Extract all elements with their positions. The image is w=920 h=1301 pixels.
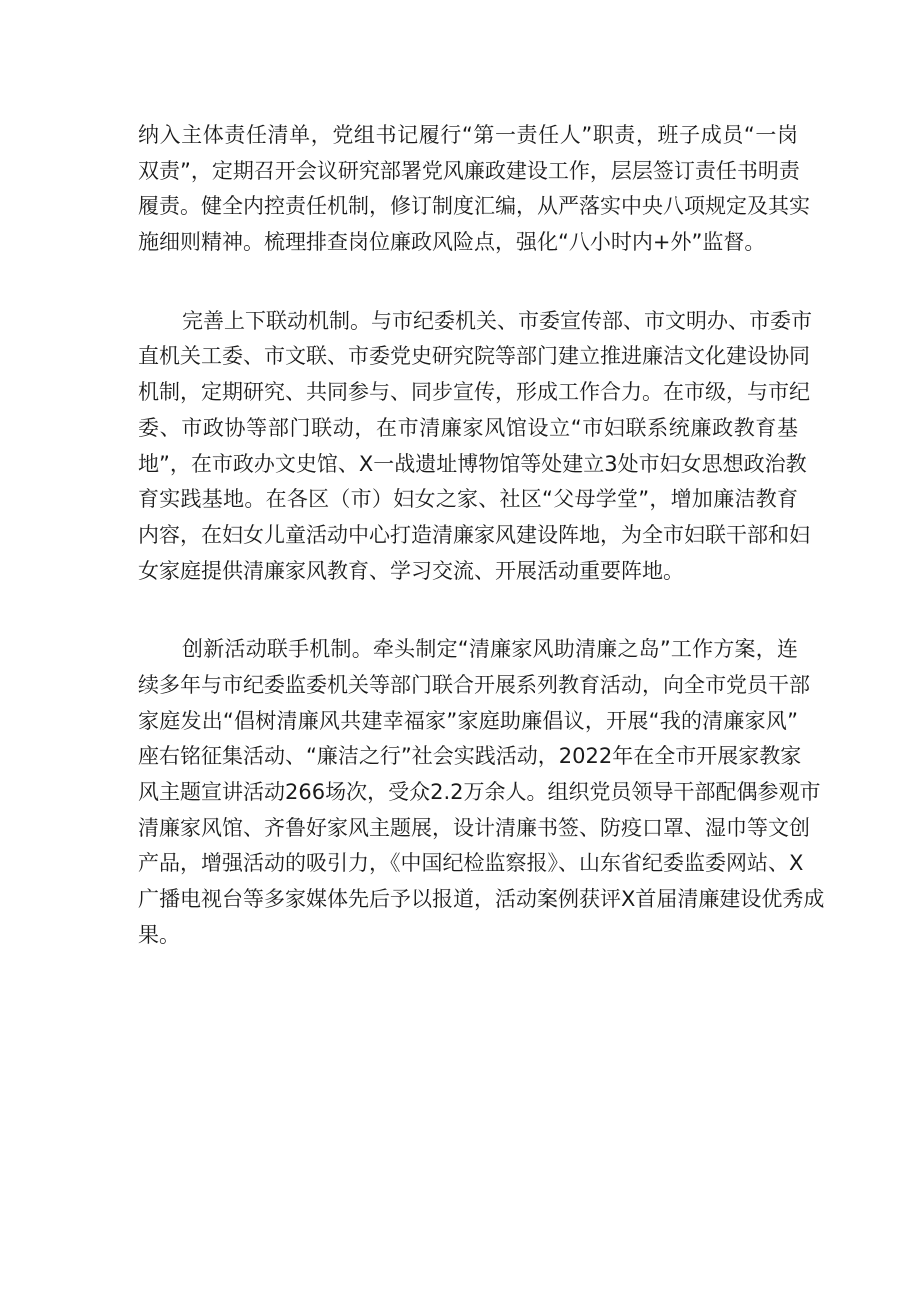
text-line: 创新活动联手机制。牵头制定“清廉家风助清廉之岛”工作方案，连 — [182, 637, 798, 662]
text-line: 内容，在妇女儿童活动中心打造清廉家风建设阵地，为全市妇联干部和妇 — [138, 522, 810, 547]
text-line: 续多年与市纪委监委机关等部门联合开展系列教育活动，向全市党员干部 — [138, 672, 810, 697]
paragraph-responsibility-list — [138, 118, 810, 261]
text-line: 座右铭征集活动、“廉洁之行”社会实践活动，2022年在全市开展家教家 — [138, 744, 802, 769]
text-line: 履责。健全内控责任机制，修订制度汇编，从严落实中央八项规定及其实 — [138, 194, 810, 219]
text-line: 完善上下联动机制。与市纪委机关、市委宣传部、市文明办、市委市 — [182, 308, 812, 333]
text-line: 家庭发出“倡树清廉风共建幸福家”家庭助廉倡议，开展“我的清廉家风” — [138, 708, 798, 733]
paragraph-linkage-mechanism — [138, 304, 812, 590]
text-line: 委、市政协等部门联动，在市清廉家风馆设立“市妇联系统廉政教育基 — [138, 415, 798, 440]
text-line: 风主题宣讲活动266场次，受众2.2万余人。组织党员领导干部配偶参观市 — [138, 780, 821, 804]
text-line: 女家庭提供清廉家风教育、学习交流、开展活动重要阵地。 — [138, 558, 684, 583]
text-line: 果。 — [138, 922, 180, 947]
text-line: 机制，定期研究、共同参与、同步宣传，形成工作合力。在市级，与市纪 — [138, 380, 810, 405]
text-line: 清廉家风馆、齐鲁好家风主题展，设计清廉书签、防疫口罩、湿巾等文创 — [138, 815, 810, 840]
text-line: 双责”，定期召开会议研究部署党风廉政建设工作，层层签订责任书明责 — [138, 158, 800, 183]
text-line: 纳入主体责任清单，党组书记履行“第一责任人”职责，班子成员“一岗 — [138, 123, 798, 147]
text-line: 广播电视台等多家媒体先后予以报道，活动案例获评X首届清廉建设优秀成 — [138, 887, 825, 912]
paragraph-activity-mechanism — [138, 632, 825, 953]
text-line: 育实践基地。在各区（市）妇女之家、社区“父母学堂”，增加廉洁教育 — [138, 487, 798, 512]
text-line: 地”，在市政办文史馆、X一战遗址博物馆等处建立3处市妇女思想政治教 — [138, 451, 807, 476]
document-body — [138, 118, 825, 993]
text-line: 产品，增强活动的吸引力，《中国纪检监察报》、山东省纪委监委网站、X — [138, 851, 804, 876]
text-line: 施细则精神。梳理排查岗位廉政风险点，强化“八小时内+外”监督。 — [138, 230, 766, 255]
text-line: 直机关工委、市文联、市委党史研究院等部门建立推进廉洁文化建设协同 — [138, 344, 810, 369]
